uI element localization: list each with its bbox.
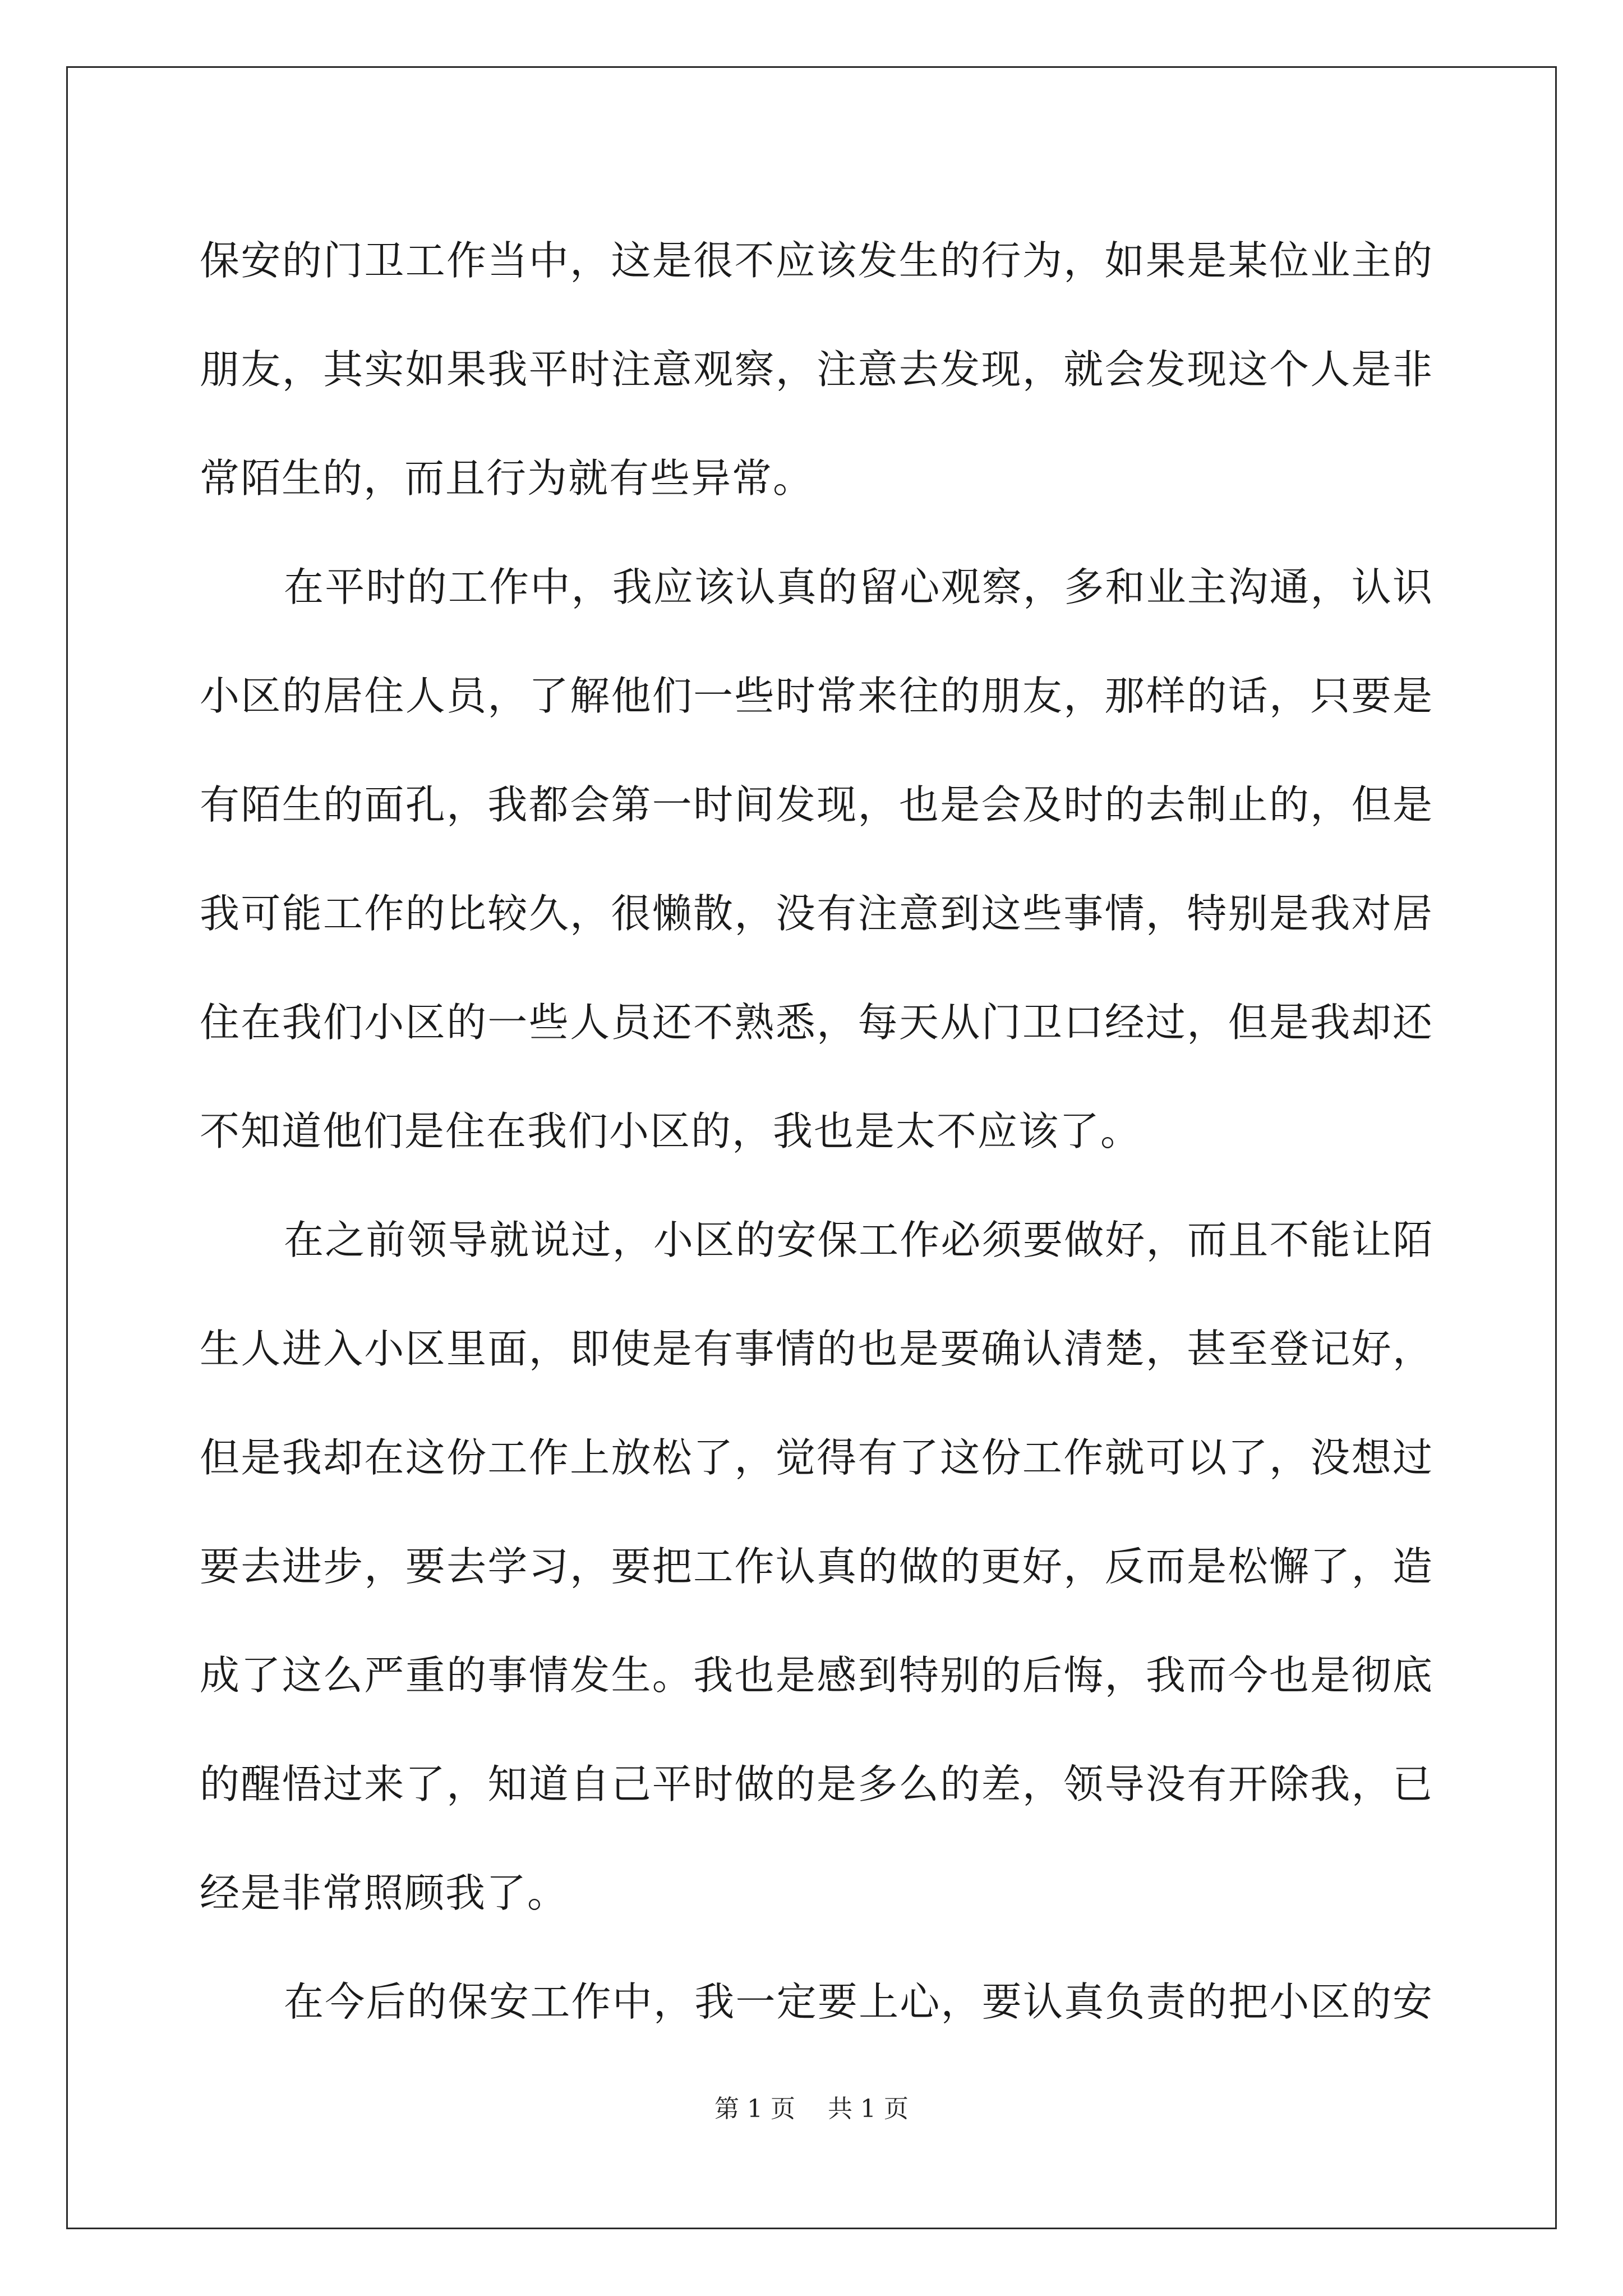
text-line: 保安的门卫工作当中，这是很不应该发生的行为，如果是某位业主的	[200, 237, 1433, 284]
text-line: 的醒悟过来了，知道自己平时做的是多么的差，领导没有开除我，已	[200, 1761, 1433, 1807]
text-line: 住在我们小区的一些人员还不熟悉，每天从门卫口经过，但是我却还	[200, 999, 1433, 1046]
text-line: 经是非常照顾我了。	[200, 1870, 569, 1916]
document-body	[200, 206, 1433, 2056]
paragraph-first-line: 在平时的工作中，我应该认真的留心观察，多和业主沟通，认识	[284, 564, 1433, 610]
text-line: 有陌生的面孔，我都会第一时间发现，也是会及时的去制止的，但是	[200, 781, 1433, 828]
text-line: 朋友，其实如果我平时注意观察，注意去发现，就会发现这个人是非	[200, 346, 1433, 393]
paragraph-first-line: 在今后的保安工作中，我一定要上心，要认真负责的把小区的安	[284, 1978, 1433, 2025]
paragraph-first-line: 在之前领导就说过，小区的安保工作必须要做好，而且不能让陌	[284, 1217, 1433, 1263]
text-line: 常陌生的，而且行为就有些异常。	[200, 455, 814, 501]
page-number: 第 1 页	[714, 2095, 795, 2123]
text-line: 小区的居住人员，了解他们一些时常来往的朋友，那样的话，只要是	[200, 673, 1433, 719]
text-line: 但是我却在这份工作上放松了，觉得有了这份工作就可以了，没想过	[200, 1434, 1433, 1481]
text-line: 要去进步，要去学习，要把工作认真的做的更好，反而是松懈了，造	[200, 1543, 1433, 1590]
text-line: 成了这么严重的事情发生。我也是感到特别的后悔，我而今也是彻底	[200, 1652, 1433, 1699]
text-line: 生人进入小区里面，即使是有事情的也是要确认清楚，甚至登记好，	[200, 1326, 1433, 1372]
page-footer	[0, 2092, 1623, 2126]
text-line: 不知道他们是住在我们小区的，我也是太不应该了。	[200, 1108, 1142, 1154]
page-total: 共 1 页	[828, 2095, 909, 2123]
text-line: 我可能工作的比较久，很懒散，没有注意到这些事情，特别是我对居	[200, 890, 1433, 937]
